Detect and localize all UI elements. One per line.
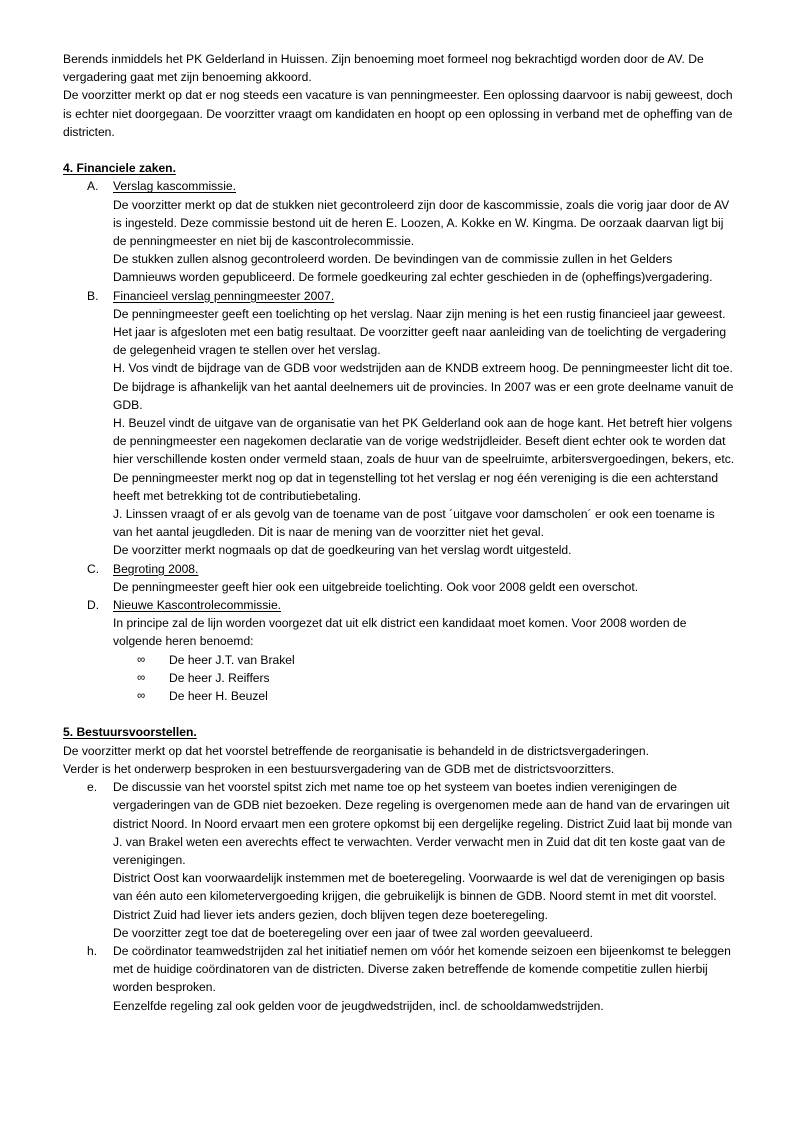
intro-paragraph-2: De voorzitter merkt op dat er nog steeds een vacature is van penningmeester. Een oplossing daarvoor is nabij geweest, doch is echter niet doorgegaan. De voorzitter vraagt om kandidaten en hoopt op een oplossing in verband met de opheffing van de districten. [63, 88, 733, 139]
item-paragraph: De voorzitter merkt nogmaals op dat de goedkeuring van het verslag wordt uitgesteld. [113, 543, 572, 558]
item-body [113, 305, 735, 560]
item-paragraph: J. Linssen vraagt of er als gevolg van de toename van de post ´uitgave voor damscholen´ er ook een toename is van het aantal jeugdleden. Dit is naar de mening van de voorzitter niet het geval. [113, 507, 715, 540]
list-item-label: De heer H. Beuzel [169, 689, 268, 704]
list-marker: h. [87, 943, 98, 958]
item-paragraph: De coördinator teamwedstrijden zal het initiatief nemen om vóór het komende seizoen een bijeenkomst te beleggen met de huidige coördinatoren van de districten. Diverse zaken betreffende de komende competitie zullen hierbij worden besproken. [113, 943, 731, 995]
infinity-bullet-icon: ∞ [137, 653, 146, 666]
section-5-heading [63, 723, 735, 741]
section-4-item-list [63, 177, 735, 705]
item-paragraph: In principe zal de lijn worden voorgezet dat uit elk district een kandidaat moet komen. Voor 2008 worden de volgende heren benoemd: [113, 616, 687, 649]
list-marker: e. [87, 780, 98, 795]
item-paragraph: De penningmeester geeft hier ook een uitgebreide toelichting. Ook voor 2008 geldt een overschot. [113, 579, 639, 594]
section-4-item-a [63, 177, 735, 286]
spacer [63, 705, 735, 723]
item-paragraph: De penningmeester merkt nog op dat in tegenstelling tot het verslag er nog één vereniging is die een achterstand heeft met betrekking tot de contributiebetaling. [113, 470, 719, 503]
nominee-bullet-list [113, 651, 735, 706]
section-5-item-list [63, 778, 735, 1015]
section-5-item-h [63, 942, 735, 1015]
section-4-heading [63, 159, 735, 177]
section-5-lead-paragraph-2: Verder is het onderwerp besproken in een bestuursvergadering van de GDB met de districtsvoorzitters. [63, 761, 615, 776]
list-item [113, 651, 735, 669]
section-4-item-c [63, 560, 735, 596]
item-paragraph: De discussie van het voorstel spitst zich met name toe op het systeem van boetes indien verenigingen de vergaderingen van de GDB niet bezoeken. Deze regeling is overgenomen mede aan de hand van de ervaringen uit district Noord. In Noord ervaart men een grotere opkomst bij een dergelijke regeling. District Zuid laat bij monde van J. van Brakel weten een averechts effect te verwachten. Verder verwacht men in Zuid dat dit ten koste gaat van de verenigingen. [113, 780, 733, 867]
item-paragraph: De penningmeester geeft een toelichting op het verslag. Naar zijn mening is het een rustig financieel jaar geweest. Het jaar is afgesloten met een batig resultaat. De voorzitter geeft naar aanleiding van de toelichting de vergadering de gelegenheid vragen te stellen over het verslag. [113, 306, 727, 358]
item-paragraph: Eenzelfde regeling zal ook gelden voor de jeugdwedstrijden, incl. de schooldamwedstrijden. [113, 998, 604, 1013]
item-title: Begroting 2008. [113, 561, 199, 576]
item-paragraph: H. Beuzel vindt de uitgave van de organisatie van het PK Gelderland ook aan de hoge kant. Het betreft hier volgens de penningmeester een nagekomen declaratie van de vorige wedstrijdleider. Beseft dient echter ook te worden dat hier verschillende kosten onder vermeld staan, zoals de huur van de speelruimte, arbitersvergoedingen, bekers, etc. [113, 416, 735, 467]
item-body [113, 578, 735, 596]
item-body [113, 196, 735, 287]
item-paragraph: De stukken zullen alsnog gecontroleerd worden. De bevindingen van de commissie zullen in het Gelders Damnieuws worden gepubliceerd. De formele goedkeuring zal echter geschieden in de (opheffings)vergadering. [113, 252, 713, 285]
document-body [63, 50, 735, 1015]
section-4-item-b [63, 287, 735, 560]
item-paragraph: De voorzitter zegt toe dat de boeteregeling over een jaar of twee zal worden geevalueerd. [113, 925, 594, 940]
section-4-item-d [63, 596, 735, 705]
list-item-label: De heer J. Reiffers [169, 670, 270, 685]
section-5-item-e [63, 778, 735, 942]
infinity-bullet-icon: ∞ [137, 690, 146, 703]
list-marker: A. [87, 179, 99, 194]
spacer [63, 141, 735, 159]
intro-block [63, 50, 735, 141]
list-item [113, 687, 735, 705]
item-paragraph: De voorzitter merkt op dat de stukken niet gecontroleerd zijn door de kascommissie, zoals die vorig jaar door de AV is ingesteld. Deze commissie bestond uit de heren E. Loozen, A. Kokke en W. Kingma. De oorzaak daarvan ligt bij de penningmeester en niet bij de kascontrolecommissie. [113, 197, 730, 249]
infinity-bullet-icon: ∞ [137, 671, 146, 684]
section-5-lead-paragraph-1: De voorzitter merkt op dat het voorstel betreffende de reorganisatie is behandeld in de districtsvergaderingen. [63, 743, 649, 758]
item-body [113, 942, 735, 1015]
item-body [113, 778, 735, 942]
item-body [113, 614, 735, 705]
list-marker: B. [87, 288, 99, 303]
section-5-heading-text: 5. Bestuursvoorstellen. [63, 725, 197, 740]
item-title: Verslag kascommissie. [113, 179, 236, 194]
list-item [113, 669, 735, 687]
list-item-label: De heer J.T. van Brakel [169, 652, 295, 667]
intro-paragraph-1: Berends inmiddels het PK Gelderland in Huissen. Zijn benoeming moet formeel nog bekrachtigd worden door de AV. De vergadering gaat met zijn benoeming akkoord. [63, 52, 704, 85]
item-paragraph: H. Vos vindt de bijdrage van de GDB voor wedstrijden aan de KNDB extreem hoog. De penningmeester licht dit toe. De bijdrage is afhankelijk van het aantal deelnemers uit de provincies. In 2007 was er een grote deelname vanuit de GDB. [113, 361, 734, 412]
list-marker: C. [87, 561, 100, 576]
section-4-heading-text: 4. Financiele zaken. [63, 161, 176, 176]
item-paragraph: District Oost kan voorwaardelijk instemmen met de boeteregeling. Voorwaarde is wel dat de verenigingen op basis van één auto een kilometervergoeding krijgen, die gebruikelijk is binnen de GDB. Noord stemt in met dit voorstel. District Zuid had liever iets anders gezien, doch blijven tegen deze boeteregeling. [113, 871, 725, 922]
list-marker: D. [87, 598, 100, 613]
item-title: Nieuwe Kascontrolecommissie. [113, 598, 282, 613]
item-title: Financieel verslag penningmeester 2007. [113, 288, 335, 303]
